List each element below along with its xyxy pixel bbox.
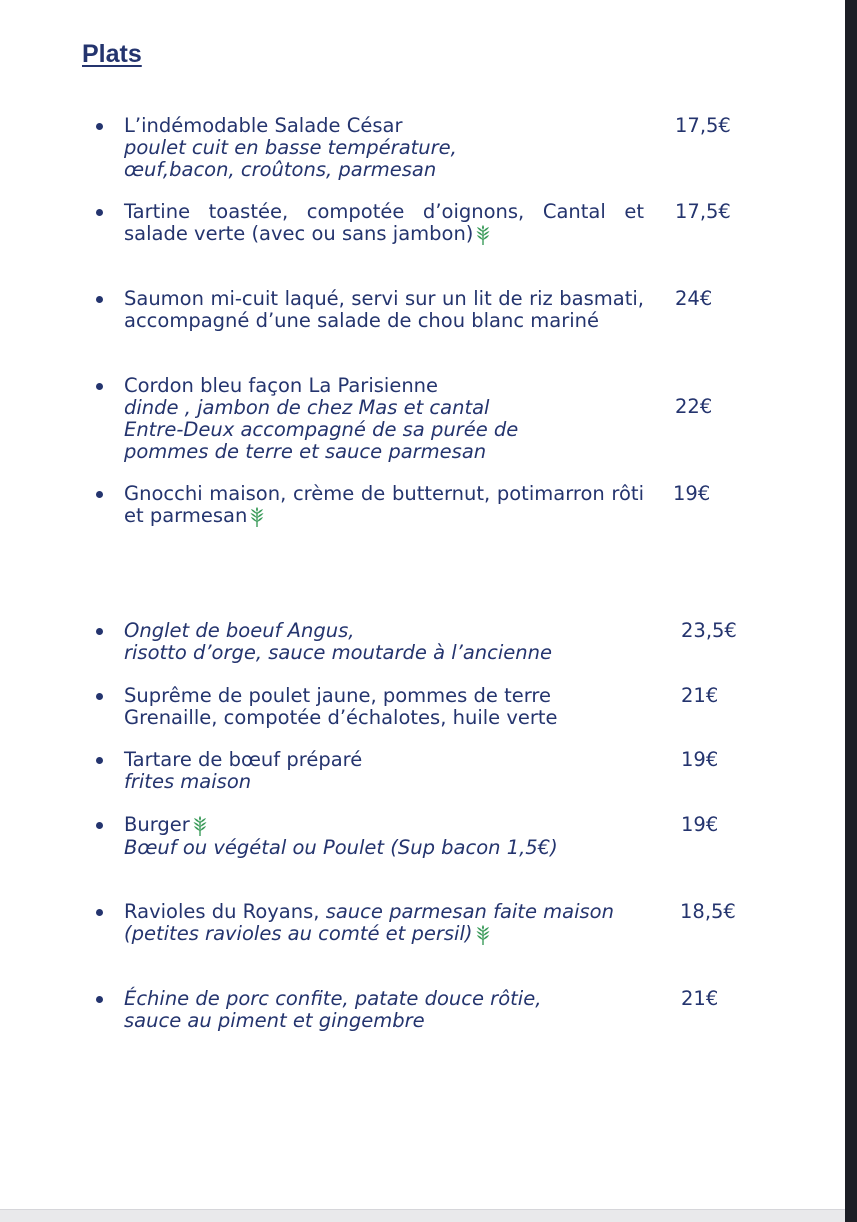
item-description: [124, 288, 644, 332]
item-detail: sauce au piment et gingembre: [124, 1009, 425, 1032]
item-name: Tartine toastée, compotée d’oignons, Cantal et salade verte (avec ou sans jambon): [124, 200, 644, 245]
window-edge-right: [845, 0, 857, 1222]
item-detail: Grenaille, compotée d’échalotes, huile verte: [124, 706, 558, 729]
item-price: 19€: [681, 748, 719, 771]
bullet: [96, 296, 103, 303]
item-price: 19€: [681, 813, 719, 836]
item-name: Tartare de bœuf préparé: [124, 748, 363, 771]
item-description: [124, 749, 644, 793]
item-name: Onglet de boeuf Angus,: [124, 619, 355, 642]
item-name: Saumon mi-cuit laqué, servi sur un lit de riz basmati, accompagné d’une salade de chou blanc mariné: [124, 287, 644, 332]
item-description: [124, 620, 644, 664]
leaf-icon: [192, 815, 208, 837]
item-price: 17,5€: [675, 200, 731, 223]
item-detail: frites maison: [124, 770, 252, 793]
item-detail: (petites ravioles au comté et persil): [124, 922, 473, 945]
item-detail: poulet cuit en basse température,: [124, 136, 457, 159]
bullet: [96, 383, 103, 390]
item-detail: dinde , jambon de chez Mas et cantal: [124, 396, 490, 419]
bullet: [96, 757, 103, 764]
item-description: [124, 814, 644, 859]
item-price: 24€: [675, 287, 713, 310]
item-detail: Bœuf ou végétal ou Poulet (Sup bacon 1,5€): [124, 836, 558, 859]
item-name: Burger: [124, 813, 190, 836]
item-price: 23,5€: [681, 619, 737, 642]
page-title: Plats: [82, 40, 142, 68]
bullet: [96, 996, 103, 1003]
window-edge-bottom: [0, 1209, 845, 1222]
item-price: 18,5€: [680, 900, 736, 923]
item-name: L’indémodable Salade César: [124, 114, 403, 137]
item-name-italic: sauce parmesan faite maison: [325, 900, 614, 923]
bullet: [96, 693, 103, 700]
item-description: [124, 483, 644, 528]
leaf-icon: [475, 924, 491, 946]
leaf-icon: [475, 224, 491, 246]
item-detail: Entre-Deux accompagné de sa purée de: [124, 418, 519, 441]
item-price: 17,5€: [675, 114, 731, 137]
leaf-icon: [249, 506, 265, 528]
bullet: [96, 491, 103, 498]
item-price: 21€: [681, 684, 719, 707]
item-description: [124, 685, 644, 729]
item-price: 19€: [673, 482, 711, 505]
item-name: Cordon bleu façon La Parisienne: [124, 374, 439, 397]
bullet: [96, 909, 103, 916]
item-description: [124, 375, 644, 463]
bullet: [96, 628, 103, 635]
item-name: Échine de porc confite, patate douce rôtie,: [124, 987, 542, 1010]
item-description: [124, 115, 644, 181]
item-name: Ravioles du Royans,: [124, 900, 320, 923]
item-price: 22€: [675, 395, 713, 418]
item-name: Gnocchi maison, crème de butternut, potimarron rôti et parmesan: [124, 482, 644, 527]
bullet: [96, 822, 103, 829]
item-detail: risotto d’orge, sauce moutarde à l’ancienne: [124, 641, 553, 664]
item-name: Suprême de poulet jaune, pommes de terre: [124, 684, 552, 707]
item-description: [124, 901, 664, 946]
item-detail: pommes de terre et sauce parmesan: [124, 440, 487, 463]
item-price: 21€: [681, 987, 719, 1010]
item-detail: œuf,bacon, croûtons, parmesan: [124, 158, 437, 181]
item-description: [124, 201, 644, 246]
bullet: [96, 123, 103, 130]
item-description: [124, 988, 644, 1032]
bullet: [96, 209, 103, 216]
